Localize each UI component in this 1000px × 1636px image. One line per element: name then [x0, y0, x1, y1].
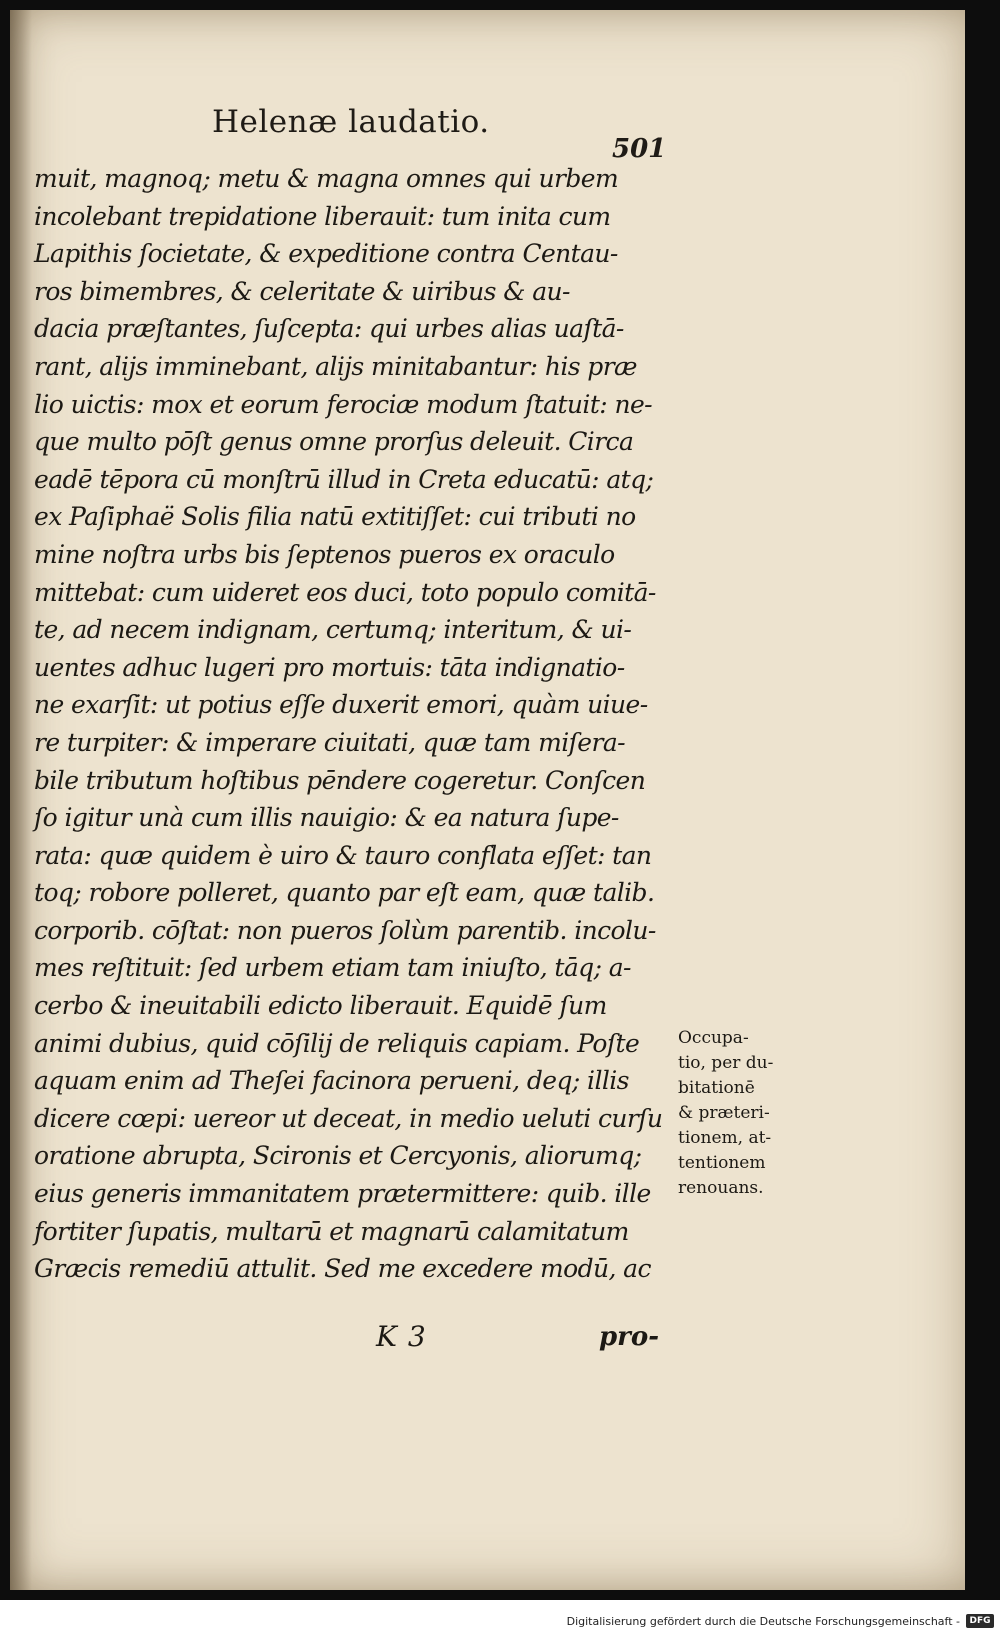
marginal-note-line: tio, per du-: [678, 1053, 774, 1073]
dfg-logo[interactable]: [966, 1614, 994, 1628]
text-line: animi dubius, quid cōſilij de reliquis capiam. Poſte: [34, 1028, 640, 1058]
text-line: aquam enim ad Theſei facinora perueni, deq; illis: [34, 1066, 629, 1096]
text-line: eius generis immanitatem prætermittere: quib. ille: [34, 1179, 651, 1209]
text-line: dacia præſtantes, ſuſcepta: qui urbes alias uaſtā-: [34, 314, 624, 344]
marginal-note-line: & præteri-: [678, 1103, 770, 1123]
marginal-note-line: tentionem: [678, 1153, 766, 1173]
text-line: dicere cœpi: uereor ut deceat, in medio ueluti curſu: [34, 1103, 663, 1133]
text-line: te, ad necem indignam, certumq; interitum, & ui-: [34, 615, 632, 645]
text-line: ſo igitur unà cum illis nauigio: & ea natura ſupe-: [34, 803, 619, 833]
text-line: toq; robore polleret, quanto par eſt eam, quæ talib.: [34, 878, 655, 908]
dfg-logo-label: DFG: [969, 1616, 991, 1626]
text-line: Græcis remediū attulit. Sed me excedere modū, ac: [34, 1254, 651, 1284]
text-line: mittebat: cum uideret eos duci, toto populo comitā-: [34, 577, 656, 607]
text-line: ne exarſit: ut potius eſſe duxerit emori, quàm uiue-: [34, 690, 648, 720]
text-line: muit, magnoq; metu & magna omnes qui urbem: [34, 164, 619, 193]
text-line: ex Paſiphaë Solis filia natū extitiſſet: cui tributi no: [34, 502, 636, 532]
text-line: que multo pōſt genus omne prorſus deleuit. Circa: [34, 427, 634, 457]
text-line: oratione abrupta, Scironis et Cercyonis, aliorumq;: [34, 1141, 642, 1171]
signature-mark: K 3: [376, 1320, 427, 1353]
page-number: 501: [612, 134, 667, 164]
catchword: pro-: [599, 1322, 660, 1352]
marginal-note-line: Occupa-: [678, 1028, 749, 1048]
attribution-bar: [0, 1604, 1000, 1636]
text-line: eadē tēpora cū monſtrū illud in Creta educatū: atq;: [34, 464, 654, 494]
marginal-note-line: renouans.: [678, 1178, 764, 1198]
text-line: bile tributum hoſtibus pēndere cogeretur. Conſcen: [34, 765, 646, 795]
page-gutter-shadow: [10, 10, 32, 1590]
text-line: mes reſtituit: ſed urbem etiam tam iniuſto, tāq; a-: [34, 953, 631, 983]
marginal-note: [678, 1026, 828, 1201]
text-line: corporib. cōſtat: non pueros ſolùm parentib. incolu-: [34, 915, 656, 945]
text-line: rant, alijs imminebant, alijs minitabantur: his præ: [34, 351, 637, 381]
text-line: fortiter ſupatis, multarū et magnarū calamitatum: [34, 1216, 629, 1246]
text-line: re turpiter: & imperare ciuitati, quæ tam miſera-: [34, 727, 625, 757]
text-line: rata: quæ quidem è uiro & tauro conflata eſſet: tan: [34, 840, 652, 870]
text-line: ros bimembres, & celeritate & uiribus & au-: [34, 276, 570, 306]
attribution-text: Digitalisierung gefördert durch die Deutsche Forschungsgemeinschaft -: [566, 1615, 960, 1628]
text-line: cerbo & ineuitabili edicto liberauit. Equidē ſum: [34, 991, 607, 1021]
marginal-note-line: tionem, at-: [678, 1128, 772, 1148]
text-line: lio uictis: mox et eorum ferociæ modum ſtatuit: ne-: [34, 389, 652, 419]
text-line: Lapithis ſocietate, & expeditione contra Centau-: [34, 239, 618, 269]
body-text: [34, 160, 664, 1288]
marginal-note-line: bitationē: [678, 1078, 755, 1098]
text-line: mine noſtra urbs bis ſeptenos pueros ex oraculo: [34, 539, 615, 569]
running-head: Helenæ laudatio.: [212, 104, 490, 140]
text-line: incolebant trepidatione liberauit: tum inita cum: [34, 201, 611, 231]
text-line: uentes adhuc lugeri pro mortuis: tāta indignatio-: [34, 652, 625, 682]
